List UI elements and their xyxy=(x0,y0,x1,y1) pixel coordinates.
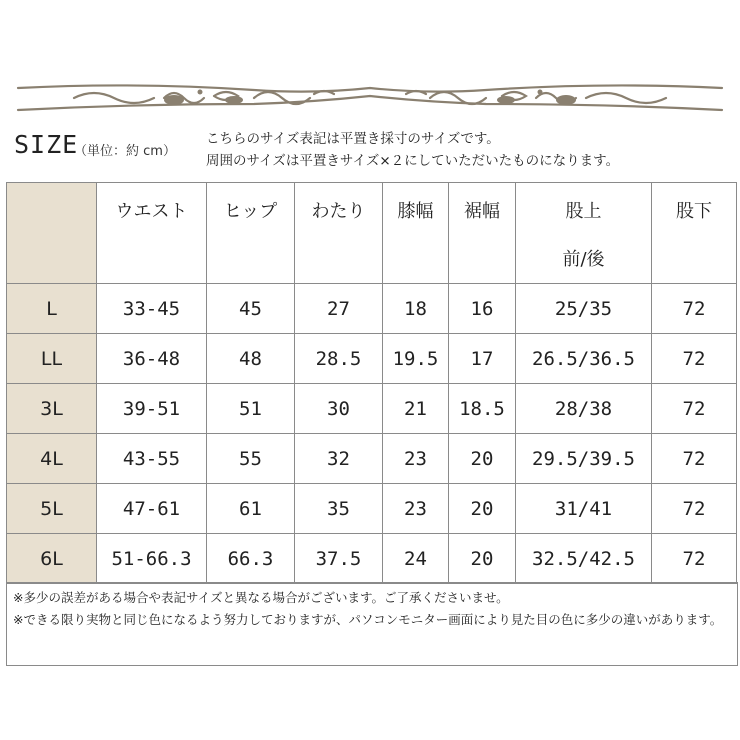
table-cell: 21 xyxy=(383,384,449,434)
table-row xyxy=(7,484,737,534)
size-table xyxy=(6,182,737,584)
row-size-label: 3L xyxy=(7,384,97,434)
header-knee: 膝幅 xyxy=(383,183,449,284)
footnote-box xyxy=(6,582,738,666)
table-cell: 72 xyxy=(652,434,737,484)
header-hem: 裾幅 xyxy=(449,183,516,284)
table-cell: 27 xyxy=(295,284,383,334)
table-cell: 66.3 xyxy=(207,534,295,584)
table-cell: 28/38 xyxy=(516,384,652,434)
table-cell: 24 xyxy=(383,534,449,584)
table-cell: 36-48 xyxy=(97,334,207,384)
table-row xyxy=(7,434,737,484)
table-cell: 28.5 xyxy=(295,334,383,384)
table-cell: 26.5/36.5 xyxy=(516,334,652,384)
table-row xyxy=(7,334,737,384)
table-row xyxy=(7,534,737,584)
note-line: 周囲のサイズは平置きサイズ×２にしていただいたものになります。 xyxy=(206,153,620,169)
table-cell: 43-55 xyxy=(97,434,207,484)
table-cell: 33-45 xyxy=(97,284,207,334)
table-cell: 20 xyxy=(449,434,516,484)
table-cell: 35 xyxy=(295,484,383,534)
size-title: SIZE xyxy=(14,130,79,159)
header-rise: 股上 前/後 xyxy=(516,183,652,284)
footnote-line: ※多少の誤差がある場合や表記サイズと異なる場合がございます。ご了承くださいませ。 xyxy=(13,590,509,605)
table-cell: 16 xyxy=(449,284,516,334)
ornament-divider xyxy=(14,80,726,116)
table-cell: 72 xyxy=(652,484,737,534)
table-cell: 72 xyxy=(652,334,737,384)
header-thigh: わたり xyxy=(295,183,383,284)
row-size-label: 6L xyxy=(7,534,97,584)
table-cell: 20 xyxy=(449,534,516,584)
size-header xyxy=(14,128,726,178)
table-cell: 31/41 xyxy=(516,484,652,534)
unit-label: （単位：約 cm） xyxy=(74,144,176,159)
table-cell: 51-66.3 xyxy=(97,534,207,584)
footnote-line: ※できる限り実物と同じ色になるよう努力しておりますが、パソコンモニター画面により見た目の色に多少の違いがあります。 xyxy=(13,612,723,627)
row-size-label: L xyxy=(7,284,97,334)
table-cell: 51 xyxy=(207,384,295,434)
table-cell: 32 xyxy=(295,434,383,484)
row-size-label: LL xyxy=(7,334,97,384)
header-corner-cell xyxy=(7,183,97,284)
table-cell: 23 xyxy=(383,484,449,534)
header-inseam: 股下 xyxy=(652,183,737,284)
table-cell: 17 xyxy=(449,334,516,384)
header-row xyxy=(7,183,737,284)
table-cell: 32.5/42.5 xyxy=(516,534,652,584)
row-size-label: 4L xyxy=(7,434,97,484)
header-rise-sub: 前/後 xyxy=(562,249,605,270)
table-cell: 47-61 xyxy=(97,484,207,534)
table-cell: 25/35 xyxy=(516,284,652,334)
table-cell: 72 xyxy=(652,384,737,434)
table-cell: 23 xyxy=(383,434,449,484)
table-cell: 20 xyxy=(449,484,516,534)
table-cell: 19.5 xyxy=(383,334,449,384)
table-cell: 30 xyxy=(295,384,383,434)
table-cell: 55 xyxy=(207,434,295,484)
table-cell: 72 xyxy=(652,534,737,584)
table-cell: 18.5 xyxy=(449,384,516,434)
table-cell: 61 xyxy=(207,484,295,534)
table-cell: 45 xyxy=(207,284,295,334)
table-cell: 29.5/39.5 xyxy=(516,434,652,484)
row-size-label: 5L xyxy=(7,484,97,534)
measurement-notes xyxy=(206,128,619,172)
header-waist: ウエスト xyxy=(97,183,207,284)
table-cell: 37.5 xyxy=(295,534,383,584)
table-cell: 48 xyxy=(207,334,295,384)
table-cell: 18 xyxy=(383,284,449,334)
table-row xyxy=(7,384,737,434)
table-cell: 39-51 xyxy=(97,384,207,434)
table-row xyxy=(7,284,737,334)
note-line: こちらのサイズ表記は平置き採寸のサイズです。 xyxy=(206,131,500,147)
header-hip: ヒップ xyxy=(207,183,295,284)
table-cell: 72 xyxy=(652,284,737,334)
